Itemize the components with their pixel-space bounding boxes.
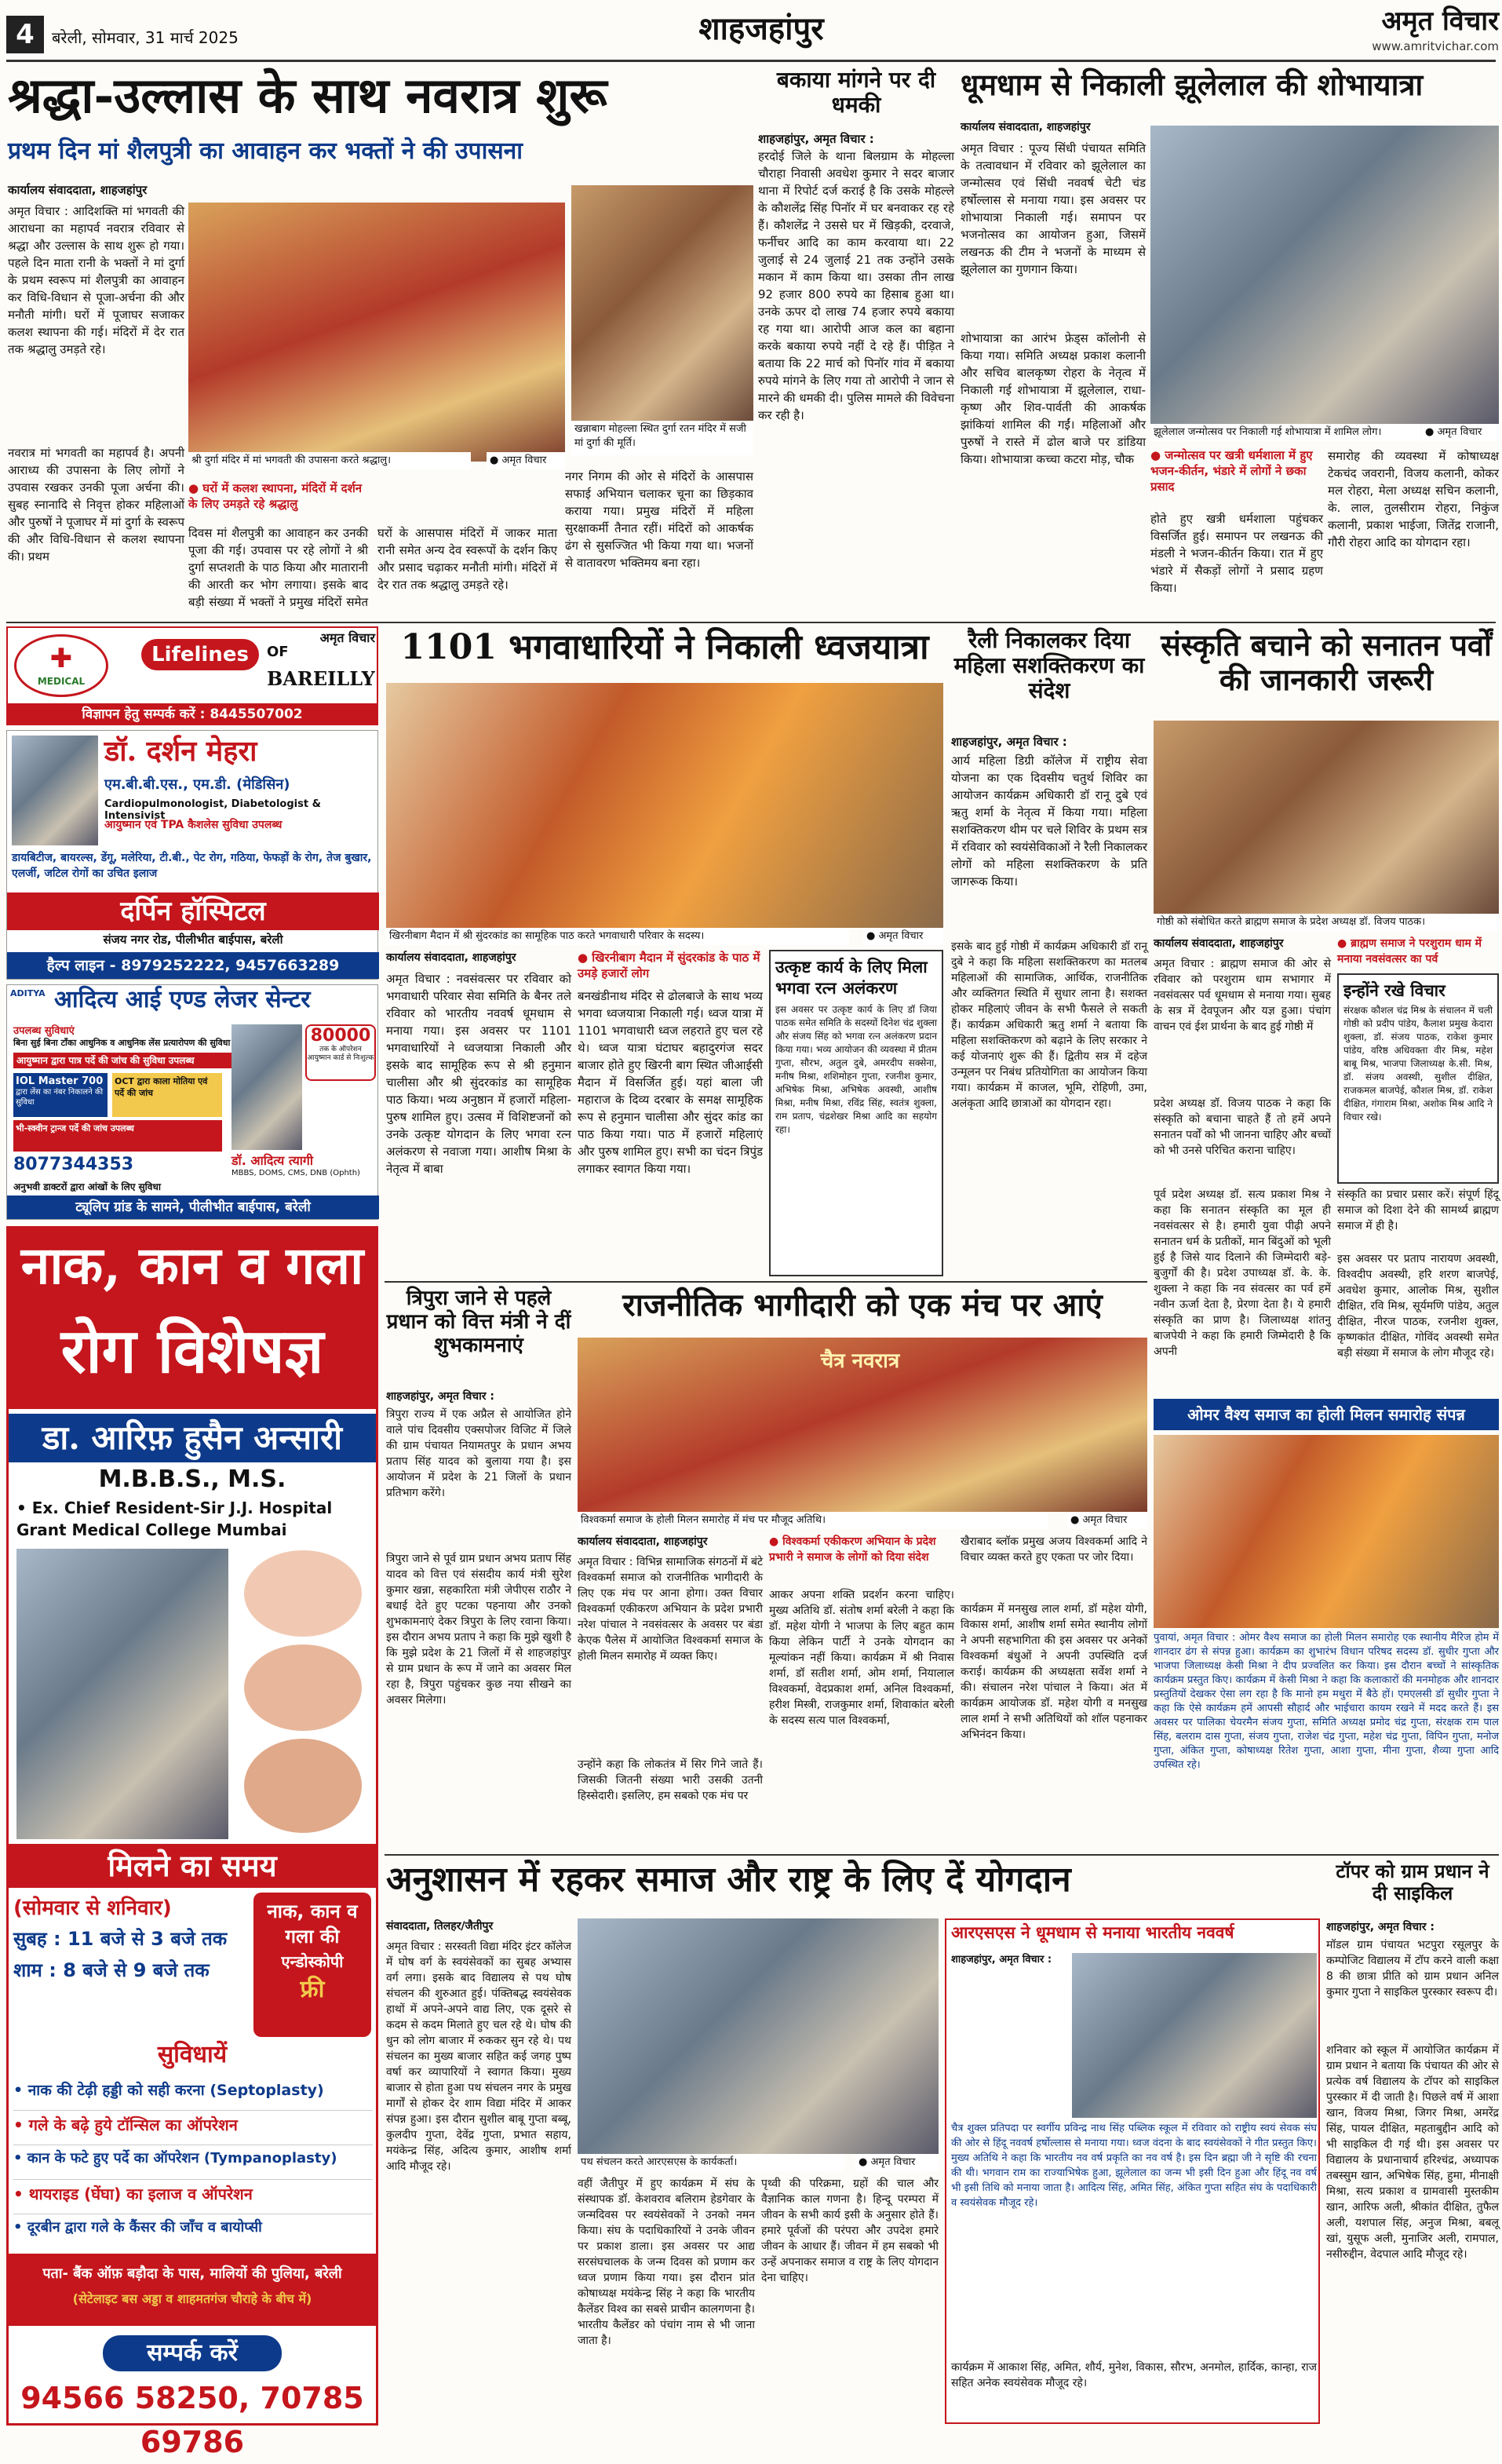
dateline: बरेली, सोमवार, 31 मार्च 2025 [52,28,239,47]
anushasan-byline: संवाददाता, तिलहर/जैतीपुर [386,1920,494,1933]
ent-morning: सुबह : 11 बजे से 3 बजे तक [13,1928,228,1950]
anushasan-body3: वहीं जैतीपुर में हुए कार्यक्रम में संघ के संस्थापक डॉ. केशवराव बलिराम हेडगेवार के जन्मदिवस पर स्वयंसेवकों ने उनको नमन किया। संघ के पदाधिकारियों ने उनके जीवन पर प्रकाश डाला। इस अवसर पर आद्य सरसंघचालक के जन्म दिवस को प्रणाम कर ध्वज प्रणाम किया गया। इस दौरान प्रांत कोषाध्यक्ष मयंकेन्द्र सिंह ने कहा कि भारतीय कैलेंडर विश्व का सबसे प्राचीन कालगणना है। भारतीय कैलेंडर को पंचांग नाम से भी जाना जाता है। [578,2177,755,2347]
rally-body2: इसके बाद हुई गोष्ठी में कार्यक्रम अधिकारी डॉ रानू दुबे ने कहा कि महिला सशक्तिकरण का मतलब महिलाओं की सामाजिक, आर्थिक, राजनीतिक और व्यक्तिगत स्थिति में सुधार लाना है। सशक्त होकर महिलाएं जीवन के सभी फैसले ले सकती हैं। कार्यक्रम अधिकारी ऋतु शर्मा ने बताया कि महिला सशक्तिकरण को बढ़ाने के लिए सरकार ने कई योजनाएं शुरू की हैं। द्वितीय सत्र में दहेज उन्मूलन पर निबंध प्रतियोगिता का आयोजन किया गया। कार्यक्रम में काजल, भूमि, रोहिणी, उमा, अलंकृता आदि छात्राओं का योगदान रहा। [951,940,1147,1110]
masthead-rule [6,60,1496,62]
sanskriti-box-body: संरक्षक कौशल चंद्र मिश्र के संचालन में चली गोष्ठी को प्रदीप पांडेय, कैलाश प्रमुख केदारा शुक्ला, डॉ. संजय पाठक, राकेश कुमार पांडेय, वरिष्ठ अधिवक्ता वीर मिश्र, महेश बाबू मिश्र, भाजपा जिलाध्यक्ष के.सी. मिश्र, डॉ. संजय अवस्थी, सुशील दीक्षित, राजकमल बाजपेई, कौशल मिश्र, डॉ. राकेश दीक्षित, गंगाराम मिश्रा, अशोक मिश्र आदि ने विचार रखे। [1343,1005,1493,1122]
rajneeti-body3: आकर अपना शक्ति प्रदर्शन करना चाहिए। मुख्य अतिथि डॉ. संतोष शर्मा बरेली ने कहा कि डॉ. महेश योगी ने भाजपा के लिए बहुत काम किया लेकिन पार्टी ने उनके योगदान का मूल्यांकन नहीं किया। कार्यक्रम में श्री निवास शर्मा, डॉ सतीश शर्मा, ओम शर्मा, नियालाल विश्वकर्मा, वेदप्रकाश शर्मा, अनिल विश्वकर्मा, हरीश मिस्त्री, राजकुमार शर्मा, शिवाकांत बरेली के सदस्य सत्य पाल विश्वकर्मा, [769,1589,954,1727]
sanskriti-subhead: ● ब्राह्मण समाज ने परशुराम धाम में मनाया नवसंवत्सर का पर्व [1337,937,1482,966]
darpan-doctor-photo [12,736,98,845]
rajneeti-body5: कार्यक्रम में मनसुख लाल शर्मा, डॉ महेश योगी, विकास शर्मा, आशीष शर्मा समेत स्थानीय लोगों ने अपनी सहभागिता की इस अवसर पर अनेकों विश्वकर्मा बंधुओं ने अपनी उपस्थिति दर्ज कराई। कार्यक्रम की अध्यक्षता सर्वेश शर्मा ने की। संचालन नरेश पांचाल ने किया। अंत में कार्यक्रम आयोजक डॉ. महेश योगी व मनसुख लाल शर्मा ने सभी अतिथियों को शॉल पहनाकर अभिनंदन किया। [961,1603,1147,1741]
ad-ent [6,1226,378,2459]
dhwaj-photo [386,683,943,928]
ent-ear-icon [244,1644,362,1731]
ent-endoscopy [253,1893,371,2037]
rally-byline: शाहजहांपुर, अमृत विचार : [951,735,1067,749]
lifelines-paper: अमृत विचार [319,630,375,645]
aditya-offer-sub: तक के ऑपरेशन आयुष्मान कार्ड से निःशुल्क [307,1046,374,1062]
vaishya-headline: ओमर वैश्य समाज का होली मिलन समारोह संपन्न [1154,1399,1499,1430]
darpan-doctor: डॉ. दर्शन मेहरा [104,735,257,768]
sanskriti-box [1337,973,1499,1184]
rss-box-title: आरएसएस ने धूमधाम से मनाया भारतीय नववर्ष [951,1922,1234,1942]
jhulelal-body1: अमृत विचार : पूज्य सिंधी पंचायत समिति के तत्वावधान में रविवार को झूलेलाल का जन्मोत्सव एवं सिंधी नववर्ष चेटी चंड हर्षोल्लास से मनाया गया। इस अवसर पर शोभायात्रा निकाली गई। समापन पर भजनोत्सव का आयोजन हुआ, जिसमें लखनऊ की टीम ने भजनों के माध्यम से झूलेलाल का गुणगान किया। [961,141,1146,276]
row2-rule [385,1281,1147,1283]
row3-rule [385,1854,1499,1856]
ent-exp2: Grant Medical College Mumbai [16,1520,287,1539]
rally-headline: रैली निकालकर दिया महिला सशक्तिकरण का संदेश [953,627,1145,704]
dhwaj-photo-credit: ● अमृत विचार [863,928,943,945]
darpan-ayushman: आयुष्मान एवं TPA कैशलेस सुविधा उपलब्ध [104,819,283,831]
rss-box-photo [1072,1953,1317,2118]
dhwaj-box-title: उत्कृष्ट कार्य के लिए मिला भगवा रत्न अलंकरण [775,957,928,998]
aditya-tagline: अनुभवी डाक्टरों द्वारा आंखों के लिए सुविधा [13,1181,161,1192]
ent-f5: • दूरबीन द्वारा गले के कैंसर की जाँच व बायोप्सी [13,2219,262,2236]
cycle-headline: टॉपर को ग्राम प्रधान ने दी साइकिल [1336,1860,1489,1904]
dhwaj-body1: अमृत विचार : नवसंवत्सर पर रविवार को भगवाधारी परिवार सेवा समिति के बैनर तले रविवार को भारतीय नववर्ष धूमधाम से मनाया गया। इस अवसर पर 1101 भगवाधारियों ने ध्वजयात्रा निकाली और इसके बाद सामूहिक रूप से श्री हनुमान चालीसा और श्री सुंदरकांड का सामूहिक पाठ किया। भव्य अनुष्ठान में हजारों महिला-पुरुष शामिल हुए। उत्सव में विशिष्टजनों को उनके उत्कृष्ट योगदान के लिए भगवा रत्न अलंकरण से नवाजा गया। आशीष मिश्रा के नेतृत्व में बाबा [386,972,571,1176]
sanskriti-headline: संस्कृति बचाने को सनातन पर्वों की जानकारी जरूरी [1161,627,1492,697]
dhwaj-photo-caption: खिरनीबाग मैदान में श्री सुंदरकांड का सामूहिक पाठ करते भगवाधारी परिवार के सदस्य। [386,928,849,945]
ent-f1: • नाक की टेढ़ी हड्डी को सही करना (Septoplasty) [13,2079,373,2111]
navratri-subhead2: ● घरों में कलश स्थापना, मंदिरों में दर्शन के लिए उमड़ते रहे श्रद्धालु [188,481,363,511]
extortion-headline: बकाया मांगने पर दी धमकी [776,67,936,119]
jhulelal-body3: होते हुए खत्री धर्मशाला पहुंचकर विसर्जित हुई। समापन पर लखनऊ की मंडली ने भजन-कीर्तन किया। रात में हुए भंडारे में सैकड़ों लोगों ने प्रसाद ग्रहण किया। [1150,512,1323,595]
dhwaj-subhead: ● खिरनीबाग मैदान में सुंदरकांड के पाठ में उमड़े हजारों लोग [578,951,760,980]
aditya-brand: ADITYA [10,988,46,998]
aditya-features-title: उपलब्ध सुविधाएं [13,1025,75,1037]
sanskriti-byline: कार्यालय संवाददाता, शाहजहांपुर [1154,937,1284,950]
ent-f4: • थायराइड (घेंघा) का इलाज व ऑपरेशन [13,2183,373,2214]
ent-endo2: गला की [285,1926,340,1947]
aditya-iol-title: IOL Master 700 [16,1075,104,1087]
rajneeti-body4: खैराबाद ब्लॉक प्रमुख अजय विश्वकर्मा आदि ने विचार व्यक्त करते हुए एकता पर जोर दिया। [961,1535,1147,1564]
ent-degree: M.B.B.S., M.S. [98,1466,286,1493]
sanskriti-body5: इस अवसर पर प्रताप नारायण अवस्थी, विश्वदीप अवस्थी, हरि शरण बाजपेई, अवधेश कुमार, आलोक मिश्र, सुशील दीक्षित, रवि मिश्र, सूर्यमणि पांडेय, अतुल दीक्षित, नीरज पाठक, रजनीश शुक्ल, कृष्णकांत दीक्षित, गोविंद अवस्थी समेत बड़ी संख्या में समाज के लोग मौजूद रहे। [1337,1253,1499,1360]
navratri-photo-temple [188,203,565,462]
rss-box [945,1918,1320,2424]
cycle-byline: शाहजहांपुर, अमृत विचार : [1326,1921,1435,1933]
lifelines-contact: विज्ञापन हेतु सम्पर्क करें : 8445507002 [8,703,377,725]
navratri-body3: दिवस मां शैलपुत्री का आवाहन कर उनकी पूजा की गई। उपवास पर रहे लोगों ने श्री दुर्गा सप्तशती के पाठ किया और मातारानी की आरती कर भोग लगाया। इसके बाद बड़ी संख्या में भक्तों ने प्रमुख मंदिरों समेत घरों के आसपास मंदिरों में जाकर माता रानी समेत अन्य देव स्वरूपों के दर्शन किए और प्रसाद चढ़ाकर मनौती मांगी। मंदिरों में देर रात तक श्रद्धालु उमड़ते रहे। [188,526,557,609]
anushasan-photo-caption: पथ संचलन करते आरएसएस के कार्यकर्ता। [578,2154,844,2171]
jhulelal-headline: धूमधाम से निकाली झूलेलाल की शोभायात्रा [961,67,1424,102]
navratri-photo2-caption: खन्नाबाग मोहल्ला स्थित दुर्गा रतन मंदिर में सजी मां दुर्गा की मूर्ति। [571,421,753,455]
ent-header [9,1228,376,1409]
rajneeti-headline: राजनीतिक भागीदारी को एक मंच पर आएं [622,1287,1103,1323]
darpan-spec: Cardiopulmonologist, Diabetologist & Intensivist [104,798,321,822]
dhwaj-byline: कार्यालय संवाददाता, शाहजहांपुर [386,951,516,964]
darpan-helpline: हैल्प लाइन - 8979252222, 9457663289 [7,952,379,979]
ent-nose-icon [244,1550,362,1637]
jhulelal-photo-caption: झूलेलाल जन्मोत्सव पर निकाली गई शोभायात्रा में शामिल लोग। [1150,424,1420,441]
rajneeti-photo-caption: विश्वकर्मा समाज के होली मिलन समारोह में मंच पर मौजूद अतिथि। [578,1512,1048,1529]
anushasan-body4: पृथ्वी की परिक्रमा, ग्रहों की चाल और वैज्ञानिक काल गणना है। हिन्दू परम्परा में जीवन के सभी कार्य इसी के अनुसार होते हैं। हमारे पूर्वजों की परंपरा और उपदेश हमारे जीवन के आधार हैं। जीवन में हम सबको भी उन्हें अपनाकर समाज व राष्ट्र के लिए योगदान देना चाहिए। [761,2177,939,2284]
medical-label: MEDICAL [37,676,86,687]
ent-address2: (सेटेलाइट बस अड्डा व शाहमतगंज चौराहे के बीच में) [72,2291,312,2306]
aditya-doctor-deg: MBBS, DOMS, CMS, DNB (Ophth) [231,1169,360,1177]
jhulelal-byline: कार्यालय संवाददाता, शाहजहांपुर [961,121,1091,133]
dhwaj-box [769,950,943,1276]
cycle-body1: मॉडल ग्राम पंचायत भटपुरा रसूलपुर के कम्पोजिट विद्यालय में टॉप करने वाली कक्षा 8 की छात्रा प्रीति को ग्राम प्रधान अनिल कुमार गुप्ता ने साइकिल पुरस्कार स्वरूप दी। [1326,1939,1499,1999]
ad-darpan [6,730,378,980]
ent-timing-title: मिलने का समय [9,1844,376,1888]
paper-url[interactable]: www.amritvichar.com [1372,39,1499,53]
aditya-squint: भी-स्क्वीन ट्रान्ज पर्दे की जांच उपलब्ध [13,1120,222,1152]
navratri-photo1-caption: श्री दुर्गा मंदिर में मां भगवती की उपासना करते श्रद्धालु। [188,452,471,469]
ent-f3: • कान के फटे हुए पर्दे का ऑपरेशन (Tympanoplasty) [13,2148,373,2180]
ent-endo3: एन्डोस्कोपी [281,1952,344,1971]
vaishya-body: पुवायां, अमृत विचार : ओमर वैश्य समाज का होली मिलन समारोह एक स्थानीय मैरिज होम में शानदार ढंग से संपन्न हुआ। कार्यक्रम का शुभारंभ विधान परिषद सदस्य डॉ. सुधीर गुप्ता और भाजपा जिलाध्यक्ष केसी मिश्रा ने दीप प्रज्वलित कर किया। इस दौरान बच्चों ने सांस्कृतिक कार्यक्रम प्रस्तुत किए। कार्यक्रम में केसी मिश्रा ने कहा कि कलाकारों की मनमोहक और शानदार प्रस्तुतियों देखकर ऐसा लग रहा है कि मानो हम मथुरा में बैठे हों। एमएलसी डॉ सुधीर गुप्ता ने कहा कि ऐसे कार्यक्रम हमें आपसी सौहार्द और भाईचारा कायम रखने में मदद करते हैं। इस अवसर पर पालिका चेयरमैन संजय गुप्ता, समिति अध्यक्ष प्रमोद चंद्र गुप्ता, संरक्षक राम पाल सिंह, बलराम दास गुप्ता, संजय गुप्ता, राजेश चंद्र गुप्ता, महेश चंद्र गुप्ता, विपिन गुप्ता, मनोज गुप्ता, अंकित गुप्ता, कोषाध्यक्ष रितेश गुप्ता, आशा गुप्ता, मीना गुप्ता, शैव्या गुप्ता आदि उपस्थित रहे। [1154,1632,1499,1771]
sanskriti-photo-caption: गोष्ठी को संबोधित करते ब्राह्मण समाज के प्रदेश अध्यक्ष डॉ. विजय पाठक। [1154,914,1499,931]
ad-aditya [6,984,378,1220]
dhwaj-body2: बनखंडीनाथ मंदिर से ढोलबाजे के साथ भव्य भगवा ध्वजयात्रा निकाली गई। ध्वज यात्रा में 1101 भगवाधारी ध्वज लहराते हुए चल रहे थे। ध्वज यात्रा घंटाघर बहादुरगंज सदर बाजार होते हुए खिरनी बाग स्थित जीआईसी मैदान में विसर्जित हुई। यहां बाला जी महाराज के दिव्य दरबार के समक्ष सामूहिक रूप से हनुमान चालीसा और सुंदर कांड का पाठ किया गया। पाठ में हजारों महिलाएं और पुरुष शामिल हुए। सभी का चंदन त्रिपुंड लगाकर स्वागत किया गया। [578,989,763,1176]
navratri-body1: अमृत विचार : आदिशक्ति मां भगवती की आराधना का महापर्व नवरात्र रविवार से श्रद्धा और उल्लास के साथ शुरू हो गया। पहले दिन माता रानी के भक्तों ने मां दुर्गा के प्रथम स्वरूप मां शैलपुत्री का आवाहन कर विधि-विधान से पूजा-अर्चना की और मनौती मांगी। घरों में पूजाघर सजाकर कलश स्थापना की गई। मंदिरों में देर रात तक श्रद्धालु उमड़ते रहे। [8,204,184,356]
aditya-iol-sub: द्वारा लेंस का नंबर निकालने की सुविधा [16,1088,104,1107]
dhwaj-box-body: इस अवसर पर उत्कृष्ट कार्य के लिए डॉ जिया पाठक समेत समिति के सदस्यों दिनेश चंद्र शुक्ला और संजय सिंह को भगवा रत्न अलंकरण प्रदान किया गया। भव्य आयोजन की व्यवस्था में प्रीतम गुप्ता, सौरभ, अतुल दुबे, अमरदीप सक्सेना, मनीष मिश्रा, शशिमोहन गुप्ता, रजनीश कुमार, अभिषेक मिश्रा, अभिषेक अवस्थी, आशीष मिश्रा, मनीष मिश्रा, रविंद्र सिंह, स्वतंत्र शुक्ला, राम प्रताप, चंद्रशेखर मिश्रा आदि का सहयोग रहा। [775,1004,937,1135]
ent-endo4: फ्री [300,1976,325,2003]
medical-cross-icon: ✚ [49,643,73,674]
jhulelal-photo-credit: ● अमृत विचार [1422,424,1499,441]
ent-phone: 94566 58250, 70785 69786 [20,2381,364,2459]
vaishya-photo [1154,1435,1499,1628]
rajneeti-body1: अमृत विचार : विभिन्न सामाजिक संगठनों में बंटे विश्वकर्मा समाज को राजनीतिक भागीदारी के लिए एक मंच पर आना होगा। उक्त विचार विश्वकर्मा एकीकरण अभियान के प्रदेश प्रभारी नरेश पांचाल ने नवसंवत्सर के अवसर पर बंडा केएक पैलेस में आयोजित विश्वकर्मा समाज के होली मिलन समारोह में व्यक्त किए। [578,1556,763,1663]
extortion-body: हरदोई जिले के थाना बिलग्राम के मोहल्ला चौराहा निवासी अवधेश कुमार ने सदर बाजार थाना में रिपोर्ट दर्ज कराई है कि उसके मोहल्ले के कौशलेंद्र सिंह पिनॉर में घर बनवाकर रह रहे हैं। कौशलेंद्र ने उससे घर में खिड़की, दरवाजे, फर्नीचर आदि का काम करवाया था। 22 जुलाई से 24 जुलाई 21 तक उन्होंने उसके मकान में काम किया था। उसका तीन लाख 92 हजार 800 रुपये का हिसाब हुआ था। उनके ऊपर दो लाख 74 हजार रुपये बकाया रह गया था। आरोपी आज कल का बहाना करके बकाया रुपये नहीं दे रहे हैं। पीड़ित ने बताया कि 22 मार्च को पिनॉर गांव में बकाया रुपये मांगने के लिए गया तो आरोपी ने जान से मारने की धमकी दी। पुलिस मामले की विवेचना कर रही है। [758,149,954,422]
cycle-body2: शनिवार को स्कूल में आयोजित कार्यक्रम में ग्राम प्रधान ने बताया कि पंचायत की ओर से प्रत्येक वर्ष विद्यालय के टॉपर को साइकिल पुरस्कार में दी जाती है। पिछले वर्ष में आशा खान, विजय मिश्रा, जिगर मिश्रा, अमरेंद्र सिंह, पायल दीक्षित, महताबुद्दीन आदि को भी साइकिल दी गई थी। इस अवसर पर विद्यालय के प्रधानाचार्य हरिश्चंद्र, अध्यापक तबस्सुम खान, अभिषेक सिंह, हुमा, मीनाक्षी मिश्रा, सत्य प्रकाश व ग्रामवासी मुस्तकीम खान, आरिफ अली, श्रीकांत दीक्षित, तुफैल अली, यशपाल सिंह, अनुज मिश्रा, बबलू खां, युसूफ अली, मुनाजिर अली, रामपाल, नसीरुद्दीन, वेदपाल आदि मौजूद रहे। [1326,2044,1499,2261]
jhulelal-body2: शोभायात्रा का आरंभ फ्रेड्स कॉलोनी से किया गया। समिति अध्यक्ष प्रकाश कलानी और सचिव बालकृष्ण रोहरा के नेतृत्व में निकाली गई शोभायात्रा में झूलेलाल, राधा-कृष्ण और शिव-पार्वती की आकर्षक झांकियां शामिल की गईं। महिलाओं और पुरुषों ने रास्ते में ढोल बाजे पर डांडिया किया। शोभायात्रा कच्चा कटरा मोड़, चौक [961,331,1146,466]
ent-f2: • गले के बढ़े हुये टॉन्सिल का ऑपरेशन [13,2114,373,2145]
masthead [0,0,1502,61]
ent-address [9,2254,376,2326]
sanskriti-photo [1154,721,1499,914]
sanskriti-body4: संस्कृति का प्रचार प्रसार करें। संपूर्ण हिंदू समाज को दिशा देने की सामर्थ्य ब्राह्मण समाज में ही है। [1337,1188,1499,1232]
rally-body1: आर्य महिला डिग्री कॉलेज में राष्ट्रीय सेवा योजना का एक दिवसीय चतुर्थ शिविर का आयोजन कार्यक्रम अधिकारी डॉ रानू दुबे एवं ऋतु शर्मा के नेतृत्व में किया गया। महिला सशक्तिकरण थीम पर चले शिविर के प्रथम सत्र में रविवार को स्वयंसेविकाओं ने रैली निकालकर लोगों को महिला सशक्तिकरण के प्रति जागरूक किया। [951,754,1147,889]
aditya-oct: OCT द्वारा काला मोतिया एवं पर्दे की जांच [112,1073,222,1117]
navratri-photo1-credit: ● अमृत विचार [487,452,565,469]
navratri-subhead: प्रथम दिन मां शैलपुत्री का आवाहन कर भक्तों ने की उपासना [8,137,523,165]
ent-evening: शाम : 8 बजे से 9 बजे तक [13,1959,210,1981]
rajneeti-subhead: ● विश्वकर्मा एकीकरण अभियान के प्रदेश प्रभारी ने समाज के लोगों को दिया संदेश [769,1535,936,1564]
aditya-offer-value: 80000 [310,1026,371,1046]
ent-contact-title: सम्पर्क करें [103,2335,282,2371]
aditya-name: आदित्य आई एण्ड लेजर सेन्टर [54,986,311,1013]
jhulelal-photo [1150,126,1499,424]
anushasan-photo-credit: ● अमृत विचार [855,2154,939,2171]
darpan-degree: एम.बी.बी.एस., एम.डी. (मेडिसिन) [104,776,290,793]
medical-logo [14,634,108,697]
ent-title2: रोग विशेषज्ञ [60,1316,324,1387]
rajneeti-photo [578,1338,1147,1512]
rajneeti-banner: चैत्र नवरात्र [820,1349,900,1373]
ent-title1: नाक, कान व गला [20,1235,364,1296]
aditya-feature1: बिना सुई बिना टाँका आधुनिक व आधुनिक लेंस प्रत्यारोपण की सुविधा [13,1038,231,1048]
navratri-body4: नगर निगम की ओर से मंदिरों के आसपास सफाई अभियान चलाकर चूना का छिड़काव कराया गया। प्रमुख मंदिरों में महिला सुरक्षाकर्मी तैनात रहीं। मंदिरों को आकर्षक ढंग से सुसज्जित भी किया गया था। भजनों से वातावरण भक्तिमय बना रहा। [565,469,753,570]
aditya-feature2: आयुष्मान द्वारा पात्र पर्दे की जांच की सुविधा उपलब्ध [13,1053,272,1068]
anushasan-photo [578,1918,939,2154]
ad-lifelines [6,626,378,725]
navratri-body2: नवरात्र मां भगवती का महापर्व है। अपनी आराध्य की उपासना के लिए लोगों ने उपवास रखकर उनकी पूजा अर्चना की। सुबह स्नानादि से निवृत्त होकर महिलाओं और पुरुषों ने पूजाघर में मां दुर्गा के स्वरूप की और विधि-विधान से कलश स्थापना की। प्रथम [8,446,184,564]
rajneeti-byline: कार्यालय संवाददाता, शाहजहांपुर [578,1535,708,1548]
jhulelal-subhead: ● जन्मोत्सव पर खत्री धर्मशाला में हुए भजन-कीर्तन, भंडारे में लोगों ने छका प्रसाद [1150,448,1313,494]
lifelines-of: OF [267,644,289,660]
rajneeti-photo-credit: ● अमृत विचार [1067,1512,1147,1529]
rss-box-body: चैत्र शुक्ल प्रतिपदा पर स्वर्गीय प्रविन्द्र नाथ सिंह पब्लिक स्कूल में रविवार को राष्ट्रीय स्वयं सेवक संघ की ओर से हिंदू नववर्ष हर्षोल्लास से मनाया गया। ध्वज वंदना के बाद स्वयंसेवकों ने गीत प्रस्तुत किए। मुख्य अतिथि ने कहा कि भारतीय नव वर्ष प्रकृति का नव वर्ष है। इस दिन ब्रह्मा जी ने सृष्टि की रचना की थी। भगवान राम का राज्याभिषेक हुआ, झूलेलाल का जन्म भी इसी दिन हुआ और हिंदू नव वर्ष भी इसी तिथि को मनाया जाता है। आदित्य सिंह, अमित सिंह, अंकित गुप्ता सहित संघ के पदाधिकारी व स्वयंसेवक मौजूद रहे। [951,2123,1317,2209]
anushasan-body1: अमृत विचार : सरस्वती विद्या मंदिर इंटर कॉलेज में घोष वर्ग के स्वयंसेवकों का सुबह अभ्यास वर्ग लगा। इसके बाद विद्यालय से पथ घोष संचलन की शुरुआत हुई। पंक्तिबद्ध स्वयंसेवक हाथों में अपने-अपने वाद्य लिए, एक दूसरे से कदम से कदम मिलाते हुए चल रहे थे। घोष की धुन को लोग बाजार में रुककर सुन रहे थे। पथ संचलन का मुख्य बाजार सहित कई जगह पुष्प वर्षा कर व्यापारियों ने स्वागत किया। मुख्य बाजार से होता हुआ पथ संचलन नगर के प्रमुख मार्गों से होकर देर शाम विद्या मंदिर में आकर संपन्न हुआ। इस दौरान सुशील बाबू गुप्ता बब्बू, कुलदीप गुप्ता, देवेंद्र गुप्ता, प्रभात सहाय, मयंकेन्द्र सिंह, अदित्य कुमार, आशीष शर्मा आदि मौजूद रहे। [386,1940,571,2173]
darpan-address: संजय नगर रोड, पीलीभीत बाईपास, बरेली [103,933,283,947]
ent-days: (सोमवार से शनिवार) [13,1896,172,1920]
rajneeti-body2: उन्होंने कहा कि लोकतंत्र में सिर गिने जाते हैं। जिसकी जितनी संख्या भारी उसकी उतनी हिस्सेदारी। इसलिए, हम सबको एक मंच पर [578,1758,763,1802]
ent-exp1: • Ex. Chief Resident-Sir J.J. Hospital [16,1498,333,1517]
darpan-hospital: दर्पिन हॉस्पिटल [7,893,379,930]
aditya-phone: 8077344353 [13,1155,134,1174]
aditya-iol [13,1073,108,1117]
ent-throat-icon [244,1739,362,1833]
rss-box-body2: कार्यक्रम में आकाश सिंह, अमित, शौर्य, मुनेश, विकास, सौरभ, अनमोल, हार्दिक, कान्हा, राज सहित अनेक स्वयंसेवक मौजूद रहे। [951,2361,1317,2389]
section-title: शाहजहांपुर [698,10,824,47]
tripura-body2: त्रिपुरा जाने से पूर्व ग्राम प्रधान अभय प्रताप सिंह यादव को वित्त एवं संसदीय कार्य मंत्री सुरेश कुमार खन्ना, सहकारिता मंत्री जेपीएस राठौर ने बधाई देते हुए पटका पहनाया और उनको शुभकामनाएं देकर त्रिपुरा के लिए रवाना किया। इस दौरान अभय प्रताप ने कहा कि मुझे खुशी है कि मुझे प्रदेश के 21 जिलों में से शाहजहांपुर से ग्राम प्रधान के रूप में जाने का अवसर मिल रहा है, त्रिपुरा पहुंचकर कुछ नया सीखने का अवसर मिलेगा। [386,1553,571,1707]
aditya-doctor-photo [231,1024,302,1150]
jhulelal-body4: समारोह की व्यवस्था में कोषाध्यक्ष टेकचंद जवरानी, विजय कलानी, कोकर मल रोहरा, मेला अध्यक्ष सचिन कलानी, के. लाल, तुलसीराम रोहरा, निकुंज कलानी, प्रकाश भाईजा, जितेंद्र राजानी, गौरी रोहरा आदि का योगदान रहा। [1328,449,1499,549]
sanskriti-body1: अमृत विचार : ब्राह्मण समाज की ओर से रविवार को परशुराम धाम सभागार में नवसंवत्सर पर्व धूमधाम से मनाया गया। सुबह के सत्र में देवपूजन और यज्ञ हुआ। पंचांग वाचन एवं ईश प्रार्थना के बाद हुई गोष्ठी में [1154,958,1331,1033]
row1-rule [6,622,1496,623]
darpan-diseases: डायबिटीज, बायरल्स, डेंगू, मलेरिया, टी.बी., पेट रोग, गठिया, फेफड़ों के रोग, तेज बुखार, एलर्जी, जटिल रोगों का उचित इलाज [12,852,372,880]
paper-logo: अमृत विचार [1381,5,1499,37]
navratri-headline: श्रद्धा-उल्लास के साथ नवरात्र शुरू [8,67,607,124]
ent-address1: पता- बैंक ऑफ़ बड़ौदा के पास, मालियों की पुलिया, बरेली [42,2265,342,2282]
lifelines-title: Lifelines [141,639,259,670]
extortion-byline: शाहजहांपुर, अमृत विचार : [758,132,874,146]
page-number: 4 [6,16,44,53]
lifelines-city: BAREILLY [267,667,375,690]
anushasan-headline: अनुशासन में रहकर समाज और राष्ट्र के लिए दें योगदान [386,1860,1071,1900]
ent-doctor-photo [16,1549,228,1839]
aditya-offer [305,1024,376,1081]
tripura-byline: शाहजहांपुर, अमृत विचार : [386,1390,494,1403]
sanskriti-body2: प्रदेश अध्यक्ष डॉ. विजय पाठक ने कहा कि संस्कृति को बचाना चाहते हैं तो हमें अपने सनातन पर्वों को भी जानना चाहिए और बच्चों को भी उनसे परिचित कराना चाहिए। [1154,1097,1331,1157]
sanskriti-box-title: इन्होंने रखे विचार [1343,980,1445,1000]
dhwaj-headline: 1101 भगवाधारियों ने निकाली ध्वजयात्रा [400,627,929,667]
ent-facilities: सुविधायें [157,2041,228,2068]
aditya-address: ट्यूलिप ग्रांड के सामने, पीलीभीत बाईपास, बरेली [7,1195,379,1219]
tripura-headline: त्रिपुरा जाने से पहले प्रधान को वित्त मंत्री ने दीं शुभकामनाएं [386,1287,571,1357]
ent-endo1: नाक, कान व [267,1900,358,1922]
sanskriti-body3: पूर्व प्रदेश अध्यक्ष डॉ. सत्य प्रकाश मिश्र ने कहा कि सनातन संस्कृति का मूल ही नवसंवत्सर से है। हमारी युवा पीढ़ी अपने सनातन धर्म के प्रतीकों, मान बिंदुओं को भूली हुई है जिसे याद दिलाने की जिम्मेदारी बड़े-बुजुर्गों की है। प्रदेश उपाध्यक्ष डॉ. के. के. शुक्ला ने कहा कि नव संवत्सर का पर्व हमें नवीन ऊर्जा देता है, प्रेरणा देता है। ये हमारी संस्कृति का प्राण है। जिलाध्यक्ष शांतनु बाजपेयी ने कहा कि हमारी जिम्मेदारी है कि अपनी [1154,1188,1331,1358]
navratri-photo-idol [571,185,753,421]
tripura-body1: त्रिपुरा राज्य में एक अप्रैल से आयोजित होने वाले पांच दिवसीय एक्सपोजर विजिट में जिले की ग्राम पंचायत नियामतपुर के प्रधान अभय प्रताप सिंह यादव को बुलाया गया है। इस आयोजन में प्रदेश के 21 जिलों के प्रधान प्रतिभाग करेंगे। [386,1408,571,1499]
navratri-byline: कार्यालय संवाददाता, शाहजहांपुर [8,183,148,197]
ent-doctor: डा. आरिफ़ हुसैन अन्सारी [9,1414,376,1462]
rss-box-byline: शाहजहांपुर, अमृत विचार : [951,1954,1052,1966]
aditya-doctor: डॉ. आदित्य त्यागी [231,1153,314,1168]
